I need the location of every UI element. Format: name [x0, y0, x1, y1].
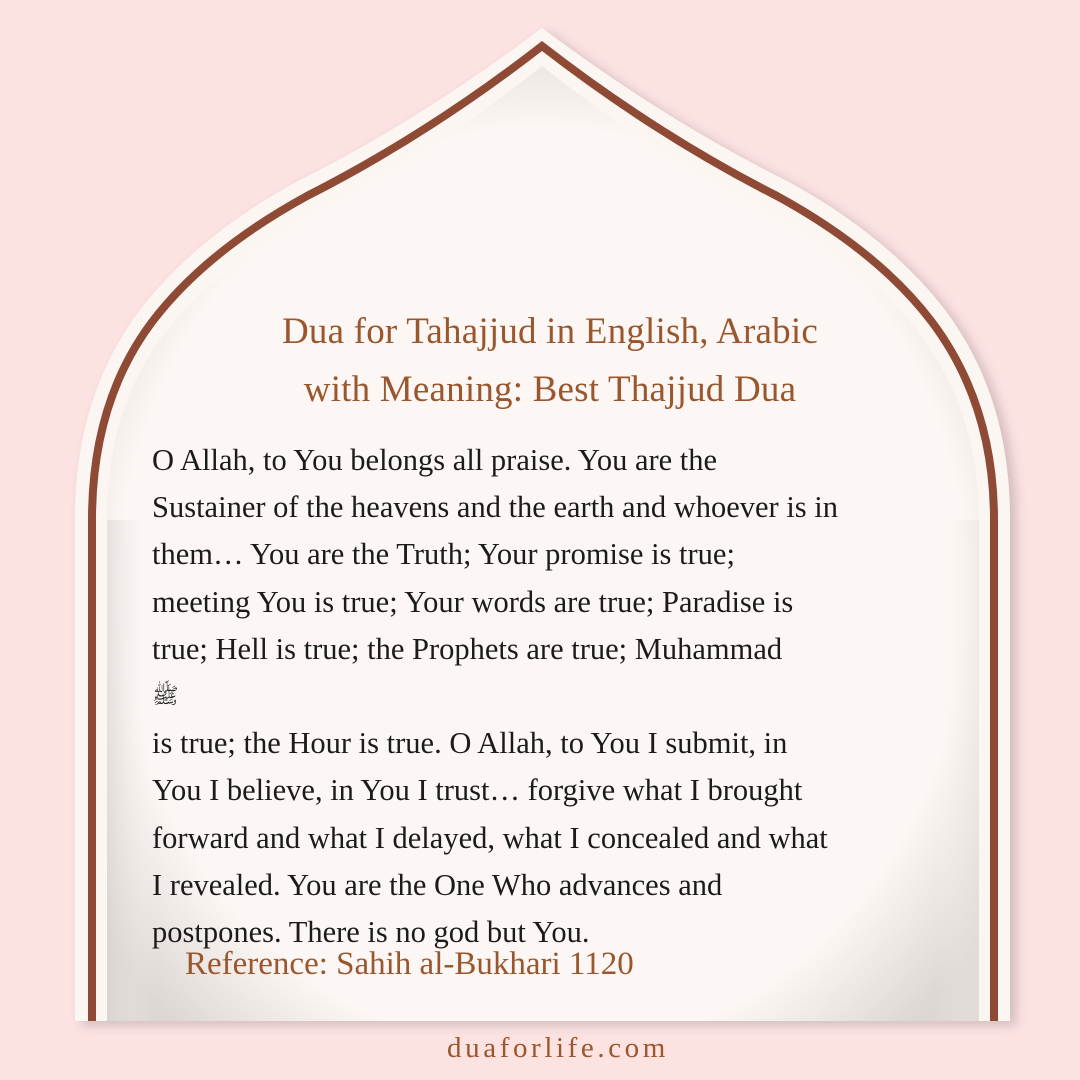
hadith-reference: Reference: Sahih al-Bukhari 1120: [185, 946, 634, 982]
honorific-glyph-icon: ﷺ: [152, 684, 179, 710]
dua-line: Sustainer of the heavens and the earth and whoever is in: [152, 490, 839, 525]
dua-line: O Allah, to You belongs all praise. You are the: [152, 443, 718, 477]
dua-line: true; Hell is true; the Prophets are true; Muhammad: [152, 631, 783, 666]
title-line-2: with Meaning: Best Thajjud Dua: [303, 369, 797, 410]
dua-line: forward and what I delayed, what I concealed and what: [152, 820, 828, 855]
dua-line: meeting You is true; Your words are true; Paradise is: [152, 584, 794, 619]
title-line-1: Dua for Tahajjud in English, Arabic: [281, 311, 818, 352]
dua-translation: [152, 437, 982, 956]
dua-line: I revealed. You are the One Who advances and: [152, 867, 723, 902]
dua-line: them… You are the Truth; Your promise is true;: [152, 537, 735, 572]
website-footer: duaforlife.com: [447, 1032, 669, 1064]
dua-line: You I believe, in You I trust… forgive what I brought: [152, 773, 803, 808]
dua-line-with-honorific: [152, 626, 982, 720]
page-title: [150, 303, 950, 419]
dua-line: is true; the Hour is true. O Allah, to You I submit, in: [152, 726, 788, 761]
dua-line: postpones. There is no god but You.: [152, 915, 590, 950]
